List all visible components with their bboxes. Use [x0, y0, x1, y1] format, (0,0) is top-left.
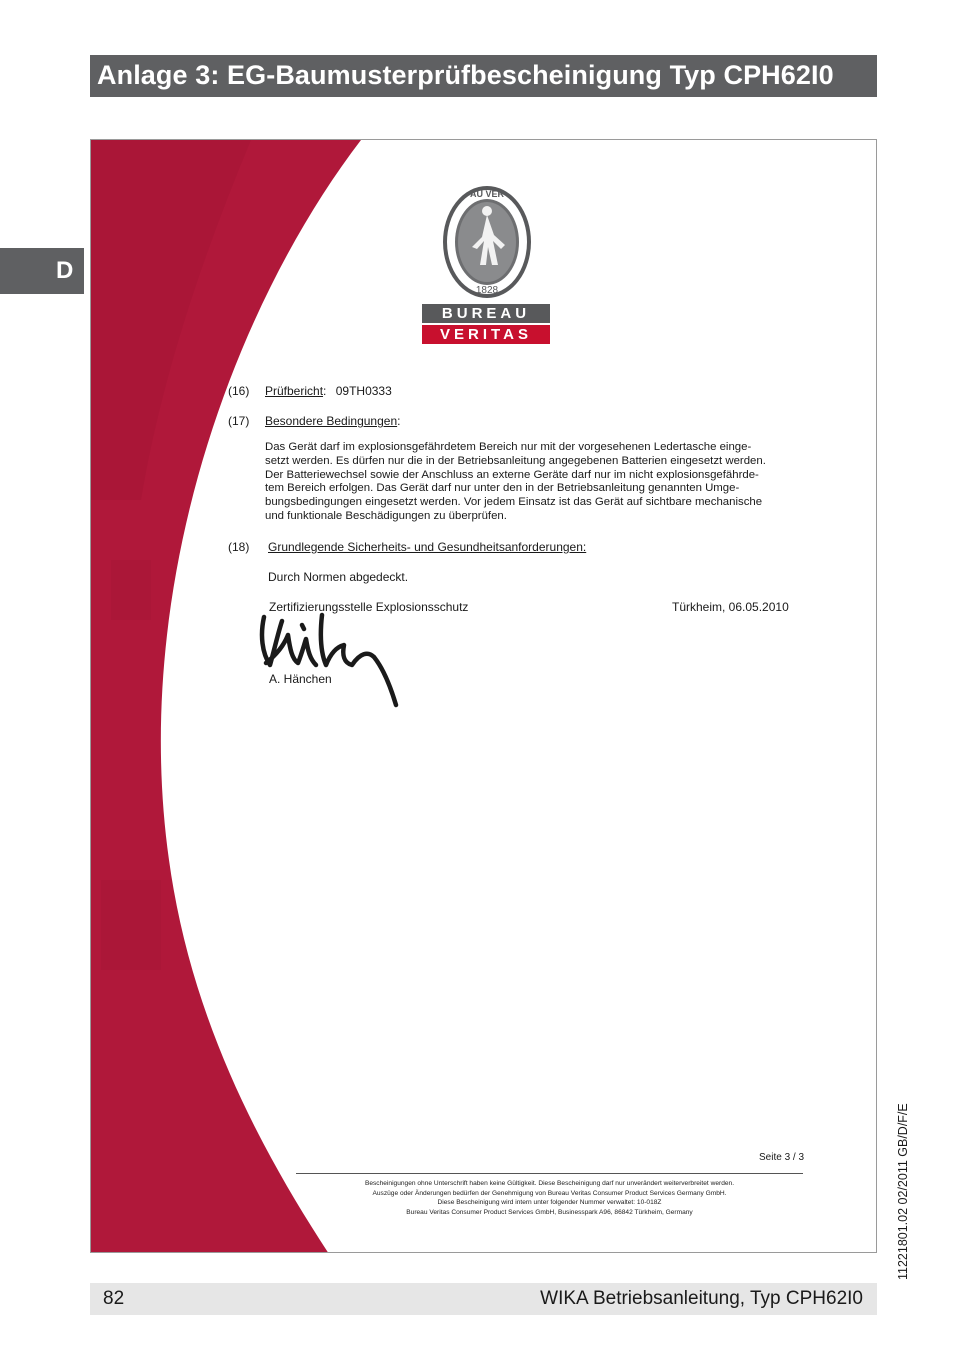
item-17-line: und funktionale Beschädigungen zu überprüfen. — [265, 509, 507, 522]
issuer-label: Zertifizierungsstelle Explosionsschutz — [269, 600, 469, 614]
cert-footer-line: Auszüge oder Änderungen bedürfen der Genehmigung von Bureau Veritas Consumer Product Services Germany GmbH. — [372, 1189, 727, 1197]
language-tab: D — [0, 248, 84, 294]
place-date: Türkheim, 06.05.2010 — [672, 600, 789, 614]
signatory-name: A. Hänchen — [269, 672, 332, 686]
logo-word-veritas: VERITAS — [422, 325, 550, 344]
item-17-line: tem Bereich erfolgen. Das Gerät darf nur unter den in der Betriebsanleitung genannten Umge- — [265, 482, 740, 495]
page-footer — [90, 1283, 877, 1315]
cert-footer-line: Diese Bescheinigung wird intern unter folgender Nummer verwaltet: 10-018Z — [437, 1199, 662, 1206]
page-title: Anlage 3: EG-Baumusterprüfbescheinigung Typ CPH62I0 — [90, 55, 877, 97]
item-18-number: (18) — [228, 540, 250, 554]
footer-doc-title: WIKA Betriebsanleitung, Typ CPH62I0 — [540, 1288, 863, 1309]
item-18-label: Grundlegende Sicherheits- und Gesundheitsanforderungen: — [268, 540, 587, 554]
page-number: 82 — [103, 1288, 125, 1309]
item-17-line: setzt werden. Es dürfen nur die in der Betriebsanleitung angegebenen Batterien eingesetzt werden. — [265, 454, 766, 467]
item-18-text: Durch Normen abgedeckt. — [268, 570, 409, 584]
footer-rule — [296, 1173, 803, 1174]
item-17-text — [265, 441, 805, 524]
cert-page-number: Seite 3 / 3 — [759, 1152, 805, 1163]
item-17-label: Besondere Bedingungen — [265, 414, 398, 428]
item-17-line: Der Batteriewechsel sowie der Anschluss an externe Geräte darf nur im nicht explosionsgefährde- — [265, 468, 759, 481]
cert-footer-line: Bescheinigungen ohne Unterschrift haben keine Gültigkeit. Diese Bescheinigung darf nur unverändert weiterverbreitet werden. — [364, 1180, 735, 1187]
document-number: 11221801.02 02/2011 GB/D/F/E — [896, 1103, 910, 1280]
item-16-colon: : — [323, 384, 327, 398]
item-17-line: bungsbedingungen eingesetzt werden. Vor jedem Einsatz ist das Gerät auf sichtbare mechanische — [265, 496, 763, 509]
item-16-row — [265, 384, 392, 398]
item-16-value: 09TH0333 — [335, 384, 392, 398]
certificate-image — [90, 139, 877, 1253]
item-16-number: (16) — [228, 384, 250, 398]
logo-word-bureau: BUREAU — [422, 304, 550, 323]
svg-text:AU VER: AU VER — [469, 189, 505, 199]
seal-year: 1828 — [475, 285, 499, 296]
item-17-row — [265, 414, 400, 428]
signature-image — [256, 605, 416, 715]
cert-footer-line: Bureau Veritas Consumer Product Services GmbH, Businesspark A96, 86842 Türkheim, Germany — [406, 1208, 693, 1216]
item-17-number: (17) — [228, 414, 250, 428]
item-16-label: Prüfbericht — [265, 384, 324, 398]
item-17-colon: : — [397, 414, 401, 428]
item-17-line: Das Gerät darf im explosionsgefährdetem Bereich nur mit der vorgesehenen Ledertasche einge- — [265, 441, 752, 453]
